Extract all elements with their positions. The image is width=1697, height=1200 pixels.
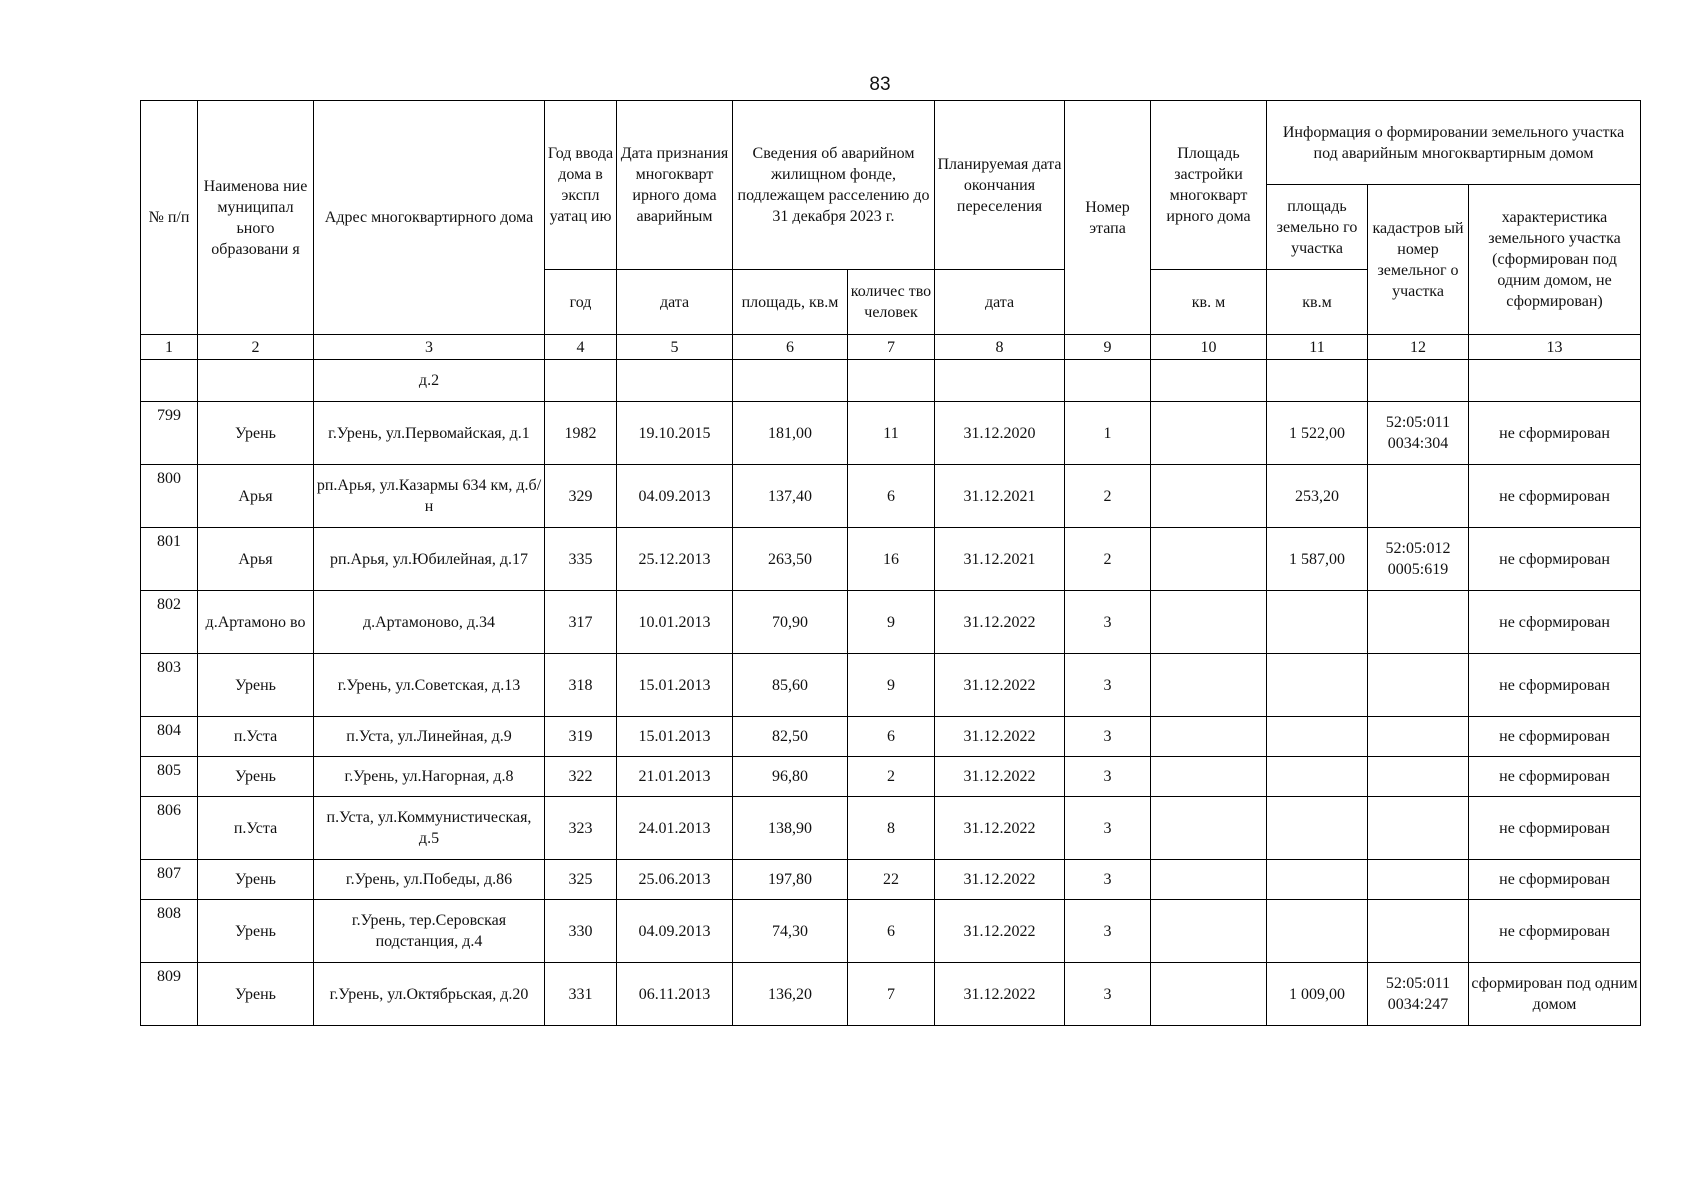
land-characteristic: не сформирован: [1469, 860, 1641, 900]
emergency-date: 15.01.2013: [617, 654, 733, 717]
table-row: [141, 465, 1641, 528]
land-characteristic: не сформирован: [1469, 797, 1641, 860]
emergency-date: 04.09.2013: [617, 900, 733, 963]
header-municipality: Наименова ние муниципал ьного образовани я: [198, 101, 314, 335]
row-number: 799: [141, 402, 198, 465]
unit-planned-date: дата: [935, 270, 1065, 335]
area: 82,50: [733, 717, 848, 757]
unit-land-area: кв.м: [1267, 270, 1368, 335]
unit-area: площадь, кв.м: [733, 270, 848, 335]
emergency-date: 21.01.2013: [617, 757, 733, 797]
emergency-date: 19.10.2015: [617, 402, 733, 465]
planned-date: 31.12.2021: [935, 528, 1065, 591]
header-address: Адрес многоквартирного дома: [314, 101, 545, 335]
table-row: [141, 402, 1641, 465]
table-row: [141, 900, 1641, 963]
table-row: [141, 757, 1641, 797]
cadastral-number: [1368, 654, 1469, 717]
area: 197,80: [733, 860, 848, 900]
header-land-characteristic: характеристика земельного участка (сформирован под одним домом, не сформирован): [1469, 185, 1641, 335]
year: 323: [545, 797, 617, 860]
municipality: Арья: [198, 465, 314, 528]
table-row: [141, 797, 1641, 860]
header-building-area: Площадь застройки многокварт ирного дома: [1151, 101, 1267, 270]
header-stage: Номер этапа: [1065, 101, 1151, 335]
building-area: [1151, 797, 1267, 860]
land-area: 1 587,00: [1267, 528, 1368, 591]
land-characteristic: сформирован под одним домом: [1469, 963, 1641, 1026]
address: п.Уста, ул.Коммунистическая, д.5: [314, 797, 545, 860]
area: 70,90: [733, 591, 848, 654]
table-row: [141, 963, 1641, 1026]
column-number: 6: [733, 335, 848, 360]
row-number: 808: [141, 900, 198, 963]
land-area: [1267, 900, 1368, 963]
building-area: [1151, 860, 1267, 900]
land-area: 1 009,00: [1267, 963, 1368, 1026]
emergency-date: 25.12.2013: [617, 528, 733, 591]
planned-date: 31.12.2022: [935, 860, 1065, 900]
people-count: 16: [848, 528, 935, 591]
year: 325: [545, 860, 617, 900]
planned-date: 31.12.2022: [935, 797, 1065, 860]
land-characteristic: не сформирован: [1469, 465, 1641, 528]
people-count: 8: [848, 797, 935, 860]
land-characteristic: не сформирован: [1469, 717, 1641, 757]
table-row: [141, 528, 1641, 591]
row-number: 801: [141, 528, 198, 591]
column-number: 4: [545, 335, 617, 360]
year: 317: [545, 591, 617, 654]
stage: 3: [1065, 900, 1151, 963]
people-count: 9: [848, 654, 935, 717]
year: 1982: [545, 402, 617, 465]
year: 330: [545, 900, 617, 963]
land-area: [1267, 860, 1368, 900]
municipality: Урень: [198, 402, 314, 465]
municipality: п.Уста: [198, 797, 314, 860]
column-number: 8: [935, 335, 1065, 360]
planned-date: 31.12.2022: [935, 900, 1065, 963]
continuation-address: д.2: [314, 360, 545, 402]
row-number: 805: [141, 757, 198, 797]
area: 74,30: [733, 900, 848, 963]
row-number: 803: [141, 654, 198, 717]
address: рп.Арья, ул.Казармы 634 км, д.б/н: [314, 465, 545, 528]
stage: 2: [1065, 528, 1151, 591]
header-planned-date: Планируемая дата окончания переселения: [935, 101, 1065, 270]
area: 181,00: [733, 402, 848, 465]
column-number: 11: [1267, 335, 1368, 360]
area: 96,80: [733, 757, 848, 797]
land-characteristic: не сформирован: [1469, 402, 1641, 465]
area: 263,50: [733, 528, 848, 591]
land-characteristic: не сформирован: [1469, 900, 1641, 963]
table-header: [141, 101, 1641, 402]
building-area: [1151, 528, 1267, 591]
unit-people: количес тво человек: [848, 270, 935, 335]
area: 137,40: [733, 465, 848, 528]
land-area: 1 522,00: [1267, 402, 1368, 465]
unit-year: год: [545, 270, 617, 335]
cadastral-number: 52:05:011 0034:247: [1368, 963, 1469, 1026]
header-land-area: площадь земельно го участка: [1267, 185, 1368, 270]
building-area: [1151, 465, 1267, 528]
address: г.Урень, ул.Советская, д.13: [314, 654, 545, 717]
planned-date: 31.12.2022: [935, 757, 1065, 797]
land-characteristic: не сформирован: [1469, 757, 1641, 797]
table-row: [141, 654, 1641, 717]
row-number: 802: [141, 591, 198, 654]
year: 322: [545, 757, 617, 797]
building-area: [1151, 654, 1267, 717]
land-area: 253,20: [1267, 465, 1368, 528]
continuation-row: [141, 360, 1641, 402]
table-row: [141, 717, 1641, 757]
stage: 3: [1065, 963, 1151, 1026]
planned-date: 31.12.2022: [935, 591, 1065, 654]
cadastral-number: [1368, 465, 1469, 528]
table-row: [141, 860, 1641, 900]
land-characteristic: не сформирован: [1469, 654, 1641, 717]
header-emergency-fund: Сведения об аварийном жилищном фонде, подлежащем расселению до 31 декабря 2023 г.: [733, 101, 935, 270]
column-number: 10: [1151, 335, 1267, 360]
column-number: 2: [198, 335, 314, 360]
land-area: [1267, 797, 1368, 860]
cadastral-number: [1368, 860, 1469, 900]
emergency-date: 24.01.2013: [617, 797, 733, 860]
cadastral-number: [1368, 717, 1469, 757]
header-land-info: Информация о формировании земельного участка под аварийным многоквартирным домом: [1267, 101, 1641, 185]
people-count: 7: [848, 963, 935, 1026]
municipality: Урень: [198, 900, 314, 963]
stage: 3: [1065, 717, 1151, 757]
planned-date: 31.12.2021: [935, 465, 1065, 528]
emergency-date: 10.01.2013: [617, 591, 733, 654]
building-area: [1151, 402, 1267, 465]
housing-register-table: [140, 100, 1641, 1026]
stage: 3: [1065, 654, 1151, 717]
land-characteristic: не сформирован: [1469, 528, 1641, 591]
address: г.Урень, тер.Серовская подстанция, д.4: [314, 900, 545, 963]
people-count: 6: [848, 717, 935, 757]
page-number: 83: [869, 74, 891, 95]
address: г.Урень, ул.Октябрьская, д.20: [314, 963, 545, 1026]
people-count: 22: [848, 860, 935, 900]
address: д.Артамоново, д.34: [314, 591, 545, 654]
building-area: [1151, 757, 1267, 797]
unit-date: дата: [617, 270, 733, 335]
cadastral-number: [1368, 757, 1469, 797]
row-number: 806: [141, 797, 198, 860]
row-number: 807: [141, 860, 198, 900]
emergency-date: 25.06.2013: [617, 860, 733, 900]
cadastral-number: [1368, 900, 1469, 963]
land-area: [1267, 717, 1368, 757]
building-area: [1151, 591, 1267, 654]
address: г.Урень, ул.Победы, д.86: [314, 860, 545, 900]
column-number: 1: [141, 335, 198, 360]
column-number: 7: [848, 335, 935, 360]
people-count: 6: [848, 465, 935, 528]
column-number: 5: [617, 335, 733, 360]
address: п.Уста, ул.Линейная, д.9: [314, 717, 545, 757]
column-number: 3: [314, 335, 545, 360]
row-number: 804: [141, 717, 198, 757]
municipality: Урень: [198, 860, 314, 900]
municipality: п.Уста: [198, 717, 314, 757]
column-number: 12: [1368, 335, 1469, 360]
land-area: [1267, 654, 1368, 717]
address: г.Урень, ул.Нагорная, д.8: [314, 757, 545, 797]
people-count: 2: [848, 757, 935, 797]
municipality: Арья: [198, 528, 314, 591]
building-area: [1151, 717, 1267, 757]
header-emergency-date: Дата признания многокварт ирного дома аварийным: [617, 101, 733, 270]
address: рп.Арья, ул.Юбилейная, д.17: [314, 528, 545, 591]
stage: 3: [1065, 797, 1151, 860]
building-area: [1151, 900, 1267, 963]
municipality: д.Артамоно во: [198, 591, 314, 654]
column-number: 13: [1469, 335, 1641, 360]
cadastral-number: [1368, 797, 1469, 860]
year: 331: [545, 963, 617, 1026]
municipality: Урень: [198, 757, 314, 797]
stage: 3: [1065, 757, 1151, 797]
year: 329: [545, 465, 617, 528]
stage: 3: [1065, 591, 1151, 654]
emergency-date: 15.01.2013: [617, 717, 733, 757]
year: 319: [545, 717, 617, 757]
people-count: 11: [848, 402, 935, 465]
planned-date: 31.12.2022: [935, 963, 1065, 1026]
cadastral-number: 52:05:012 0005:619: [1368, 528, 1469, 591]
stage: 2: [1065, 465, 1151, 528]
area: 138,90: [733, 797, 848, 860]
address: г.Урень, ул.Первомайская, д.1: [314, 402, 545, 465]
area: 136,20: [733, 963, 848, 1026]
people-count: 9: [848, 591, 935, 654]
area: 85,60: [733, 654, 848, 717]
planned-date: 31.12.2020: [935, 402, 1065, 465]
header-cadastral-number: кадастров ый номер земельног о участка: [1368, 185, 1469, 335]
cadastral-number: [1368, 591, 1469, 654]
year: 318: [545, 654, 617, 717]
cadastral-number: 52:05:011 0034:304: [1368, 402, 1469, 465]
land-area: [1267, 757, 1368, 797]
row-number: 800: [141, 465, 198, 528]
building-area: [1151, 963, 1267, 1026]
stage: 3: [1065, 860, 1151, 900]
year: 335: [545, 528, 617, 591]
row-number: 809: [141, 963, 198, 1026]
people-count: 6: [848, 900, 935, 963]
header-year: Год ввода дома в экспл уатац ию: [545, 101, 617, 270]
land-area: [1267, 591, 1368, 654]
column-number: 9: [1065, 335, 1151, 360]
planned-date: 31.12.2022: [935, 717, 1065, 757]
planned-date: 31.12.2022: [935, 654, 1065, 717]
table-row: [141, 591, 1641, 654]
emergency-date: 04.09.2013: [617, 465, 733, 528]
municipality: Урень: [198, 654, 314, 717]
municipality: Урень: [198, 963, 314, 1026]
stage: 1: [1065, 402, 1151, 465]
land-characteristic: не сформирован: [1469, 591, 1641, 654]
header-row-number: № п/п: [141, 101, 198, 335]
table-body: [141, 402, 1641, 1026]
unit-building-area: кв. м: [1151, 270, 1267, 335]
emergency-date: 06.11.2013: [617, 963, 733, 1026]
